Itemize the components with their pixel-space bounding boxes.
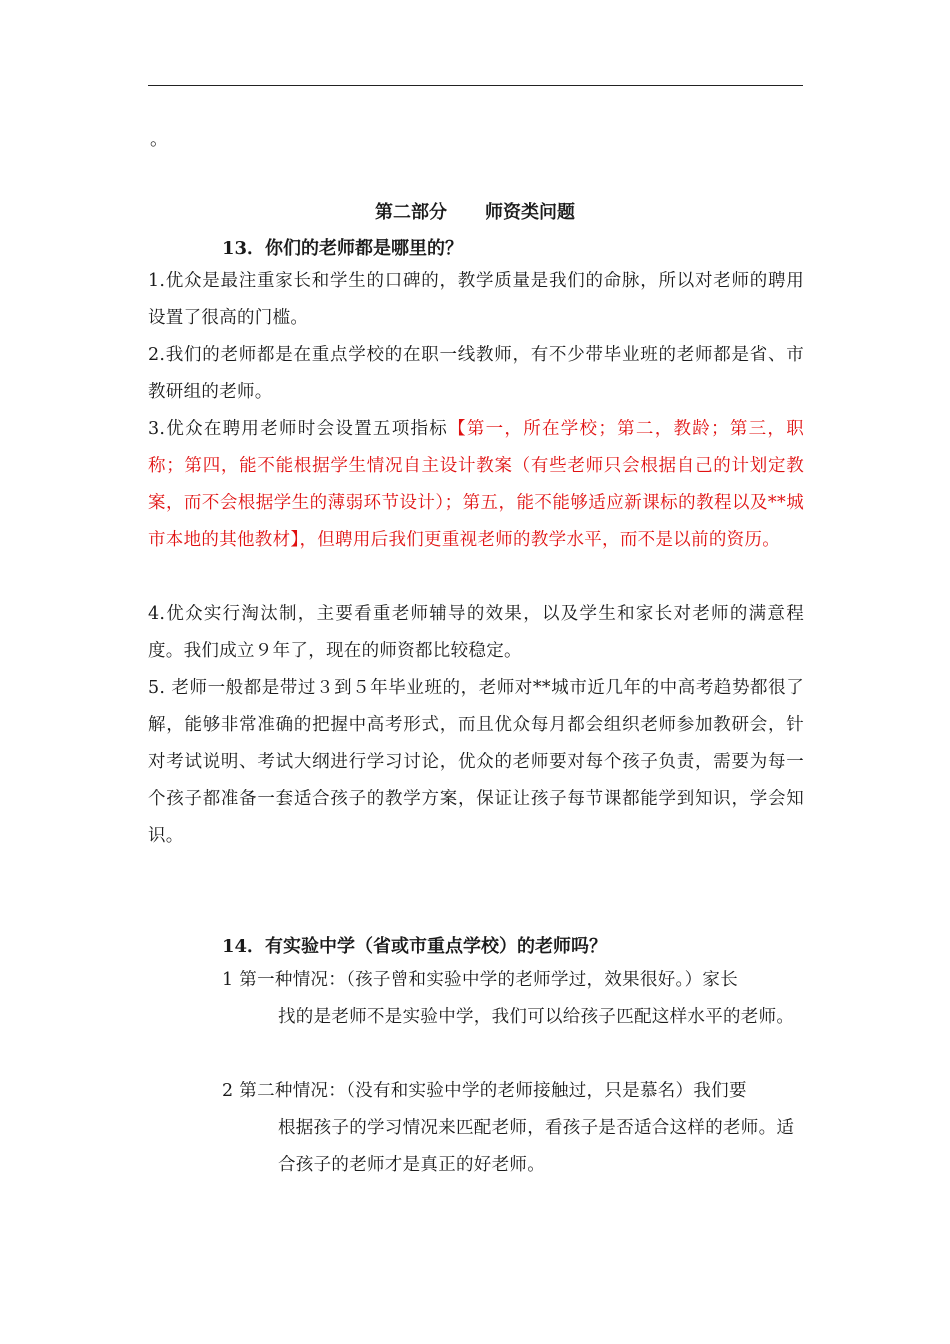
point-3-criteria: 【第一，所在学校；第二，教龄；第三，职称；第四，能不能根据学生情况自主设计教案（有些老师只会根据自己的计划定教案，而不会根据学生的薄弱环节设计）；第五，能不能够适应新课标的教程以及**城市本地的其他教材】，但聘用后我们更重视老师的教学水平，而不是以前的资历。 bbox=[148, 419, 804, 550]
question-14-title: 14．有实验中学（省或市重点学校）的老师吗？ bbox=[222, 936, 608, 957]
point-3-prefix: 3.优众在聘用老师时会设置五项指标 bbox=[148, 419, 449, 439]
section-title: 师资类问题 bbox=[485, 202, 575, 223]
section-heading bbox=[0, 198, 950, 224]
top-mark: 。 bbox=[150, 129, 168, 150]
answer-14-case-1 bbox=[222, 962, 802, 1036]
answer-13-point-4: 4.优众实行淘汰制，主要看重老师辅导的效果，以及学生和家长对老师的满意程度。我们成立９年了，现在的师资都比较稳定。 bbox=[148, 604, 804, 661]
answer-13-point-3 bbox=[148, 411, 804, 559]
answer-13-point-5: 5. 老师一般都是带过３到５年毕业班的，老师对**城市近几年的中高考趋势都很了解，能够非常准确的把握中高考形式，而且优众每月都会组织老师参加教研会，针对考试说明、考试大纲进行学习讨论，优众的老师要对每个孩子负责，需要为每一个孩子都准备一套适合孩子的教学方案，保证让孩子每节课都能学到知识，学会知识。 bbox=[148, 678, 804, 846]
answer-14-case-2 bbox=[222, 1073, 802, 1184]
question-13-title: 13．你们的老师都是哪里的？ bbox=[222, 238, 464, 259]
case-2-continuation: 根据孩子的学习情况来匹配老师，看孩子是否适合这样的老师。适合孩子的老师才是真正的好老师。 bbox=[278, 1118, 795, 1175]
case-2-first-line: 2 第二种情况：（没有和实验中学的老师接触过，只是慕名）我们要 bbox=[222, 1081, 747, 1101]
case-1-continuation: 找的是老师不是实验中学，我们可以给孩子匹配这样水平的老师。 bbox=[278, 1007, 795, 1027]
case-1-first-line: 1 第一种情况：（孩子曾和实验中学的老师学过，效果很好。）家长 bbox=[222, 970, 738, 990]
answer-13-point-1: 1.优众是最注重家长和学生的口碑的，教学质量是我们的命脉，所以对老师的聘用设置了很高的门槛。 bbox=[148, 271, 804, 328]
answer-13-point-2: 2.我们的老师都是在重点学校的在职一线教师，有不少带毕业班的老师都是省、市教研组的老师。 bbox=[148, 345, 804, 402]
header-rule bbox=[148, 85, 803, 86]
section-part: 第二部分 bbox=[375, 202, 447, 223]
